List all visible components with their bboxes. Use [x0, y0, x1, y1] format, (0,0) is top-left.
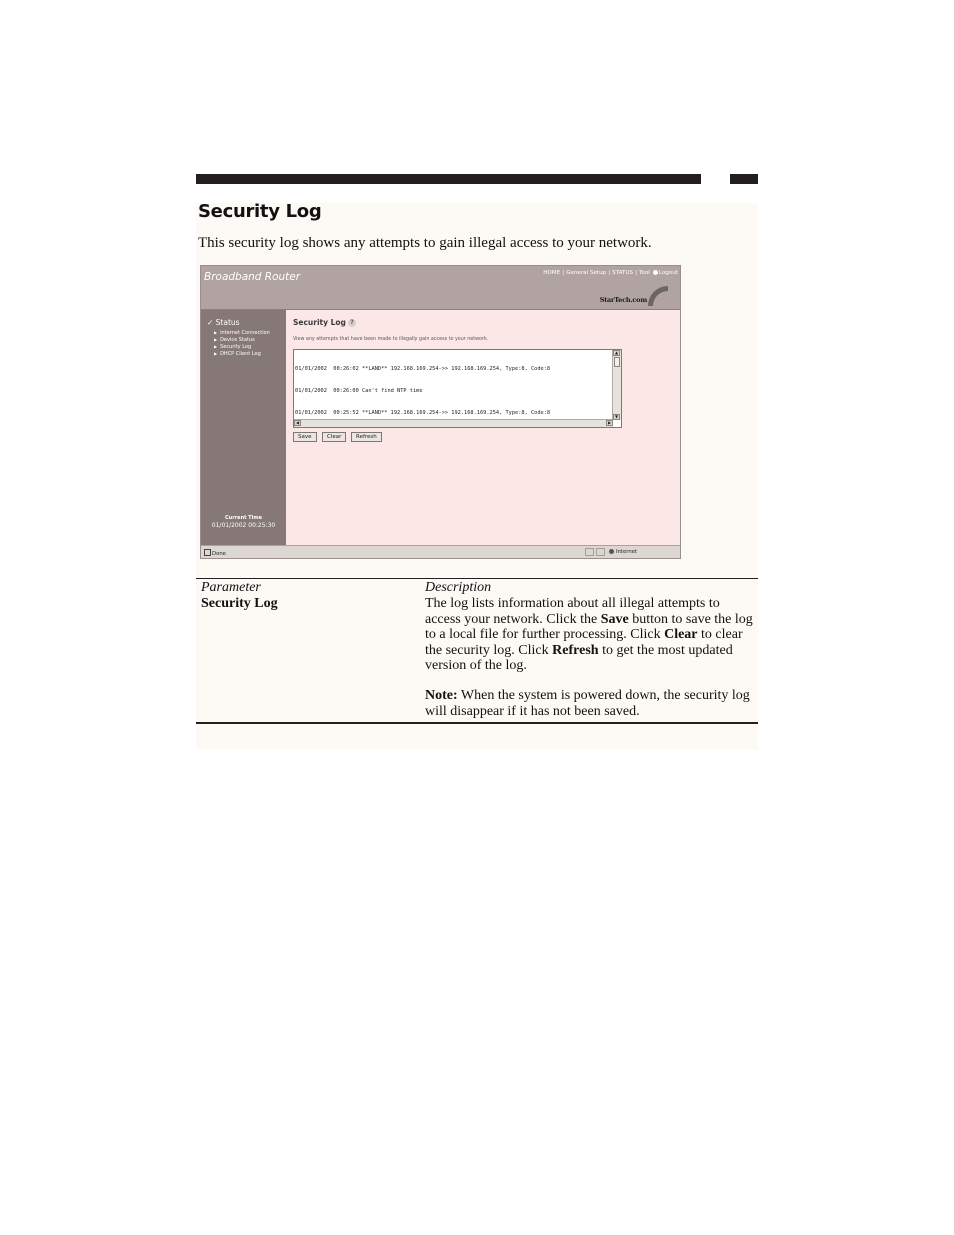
desc-text-segment: The log lists information about all illegal attempts to access your network. Click the — [425, 596, 720, 627]
status-cell — [596, 548, 605, 556]
page-icon — [204, 549, 211, 556]
scroll-down-icon[interactable]: ▼ — [614, 414, 619, 419]
status-cell — [585, 548, 594, 556]
header-rule-left — [196, 174, 701, 184]
parameter-name: Security Log — [201, 596, 278, 611]
nav-logout-link[interactable]: Logout — [658, 270, 678, 276]
desc-bold-clear: Clear — [664, 627, 698, 642]
note-text: When the system is powered down, the security log will disappear if it has not been saved. — [425, 688, 750, 719]
bullet-icon: ▶ — [214, 344, 218, 349]
status-zone — [609, 549, 637, 555]
section-title: Security Log — [198, 201, 322, 222]
help-icon[interactable]: ? — [348, 319, 356, 327]
sidebar-item-dhcp-client-log[interactable] — [214, 351, 261, 357]
description-column-header: Description — [425, 580, 492, 595]
sidebar-item-internet-connection[interactable] — [214, 330, 270, 336]
log-lines — [295, 351, 610, 417]
sidebar-heading-status[interactable]: ✓ Status — [207, 318, 240, 327]
bullet-icon: ▶ — [214, 351, 218, 356]
security-log-textarea[interactable] — [293, 349, 622, 428]
nav-separator: | — [562, 270, 565, 276]
parameter-column-header: Parameter — [201, 580, 261, 595]
status-done-label: Done — [212, 551, 226, 557]
desc-text-segment: to clear the security log. Click — [425, 627, 743, 658]
nav-separator: | — [608, 270, 611, 276]
status-done — [204, 549, 226, 557]
scroll-up-icon[interactable]: ▲ — [614, 350, 619, 355]
scroll-right-icon[interactable]: ▶ — [607, 420, 612, 425]
note-label: Note: — [425, 688, 458, 703]
brand-logo-icon — [646, 284, 670, 308]
sidebar-heading-label: Status — [215, 318, 240, 327]
nav-home-link[interactable]: HOME — [543, 270, 561, 276]
sidebar-item-label: DHCP Client Log — [220, 351, 261, 357]
vertical-scrollbar[interactable] — [612, 350, 621, 420]
bullet-icon: ▶ — [214, 330, 218, 335]
intro-paragraph: This security log shows any attempts to gain illegal access to your network. — [198, 235, 652, 251]
refresh-button[interactable]: Refresh — [351, 432, 382, 442]
desc-bold-save: Save — [600, 611, 629, 627]
note-paragraph — [425, 688, 755, 719]
log-line: 01/01/2002 00:26:00 Can't find NTP time — [295, 388, 423, 395]
sidebar-item-device-status[interactable] — [214, 337, 255, 343]
nav-tool-link[interactable]: Tool — [638, 270, 650, 276]
nav-separator: | — [635, 270, 637, 276]
horizontal-scrollbar[interactable] — [294, 419, 613, 427]
sidebar-item-label: Security Log — [220, 344, 252, 350]
content-description: View any attempts that have been made to illegally gain access to your network. — [293, 337, 489, 342]
parameter-description — [425, 596, 755, 674]
table-top-rule — [196, 578, 758, 579]
nav-general-setup-link[interactable]: General Setup — [566, 270, 607, 276]
current-time-value: 01/01/2002 00:25:30 — [211, 522, 276, 529]
content-title: Security Log — [293, 318, 346, 327]
router-sidebar — [201, 310, 286, 545]
status-zone-label: Internet — [616, 549, 638, 555]
desc-bold-refresh: Refresh — [552, 642, 599, 658]
scroll-left-icon[interactable]: ◀ — [295, 420, 300, 425]
sidebar-item-label: Internet Connection — [220, 330, 270, 336]
router-app-title: Broadband Router — [204, 271, 301, 283]
clear-button[interactable]: Clear — [322, 432, 346, 442]
log-line: 01/01/2002 00:25:52 **LAND** 192.168.169.254->> 192.168.169.254, Type:8, Code:8 — [295, 410, 551, 417]
logout-icon — [653, 270, 658, 275]
desc-text-segment: to get the most updated version of the log. — [425, 642, 733, 673]
router-screenshot — [200, 265, 681, 559]
scroll-thumb[interactable] — [614, 357, 620, 367]
header-rule-right — [730, 174, 758, 184]
save-button[interactable]: Save — [293, 432, 317, 442]
bullet-icon: ▶ — [214, 337, 218, 342]
browser-status-bar — [201, 545, 680, 559]
router-top-nav — [543, 270, 678, 276]
brand-logo-text: StarTech.com — [599, 296, 647, 304]
table-bottom-rule — [196, 722, 758, 724]
desc-text-segment: button to save the log to a local file for further processing. Click — [425, 611, 753, 642]
log-line: 01/01/2002 00:26:02 **LAND** 192.168.169.254->> 192.168.169.254, Type:8, Code:8 — [295, 365, 551, 372]
current-time-label: Current Time — [225, 515, 262, 521]
nav-status-link[interactable]: STATUS — [612, 270, 634, 276]
sidebar-item-label: Device Status — [220, 337, 255, 343]
globe-icon — [609, 549, 614, 554]
sidebar-item-security-log[interactable] — [214, 344, 251, 350]
router-header — [201, 266, 680, 310]
